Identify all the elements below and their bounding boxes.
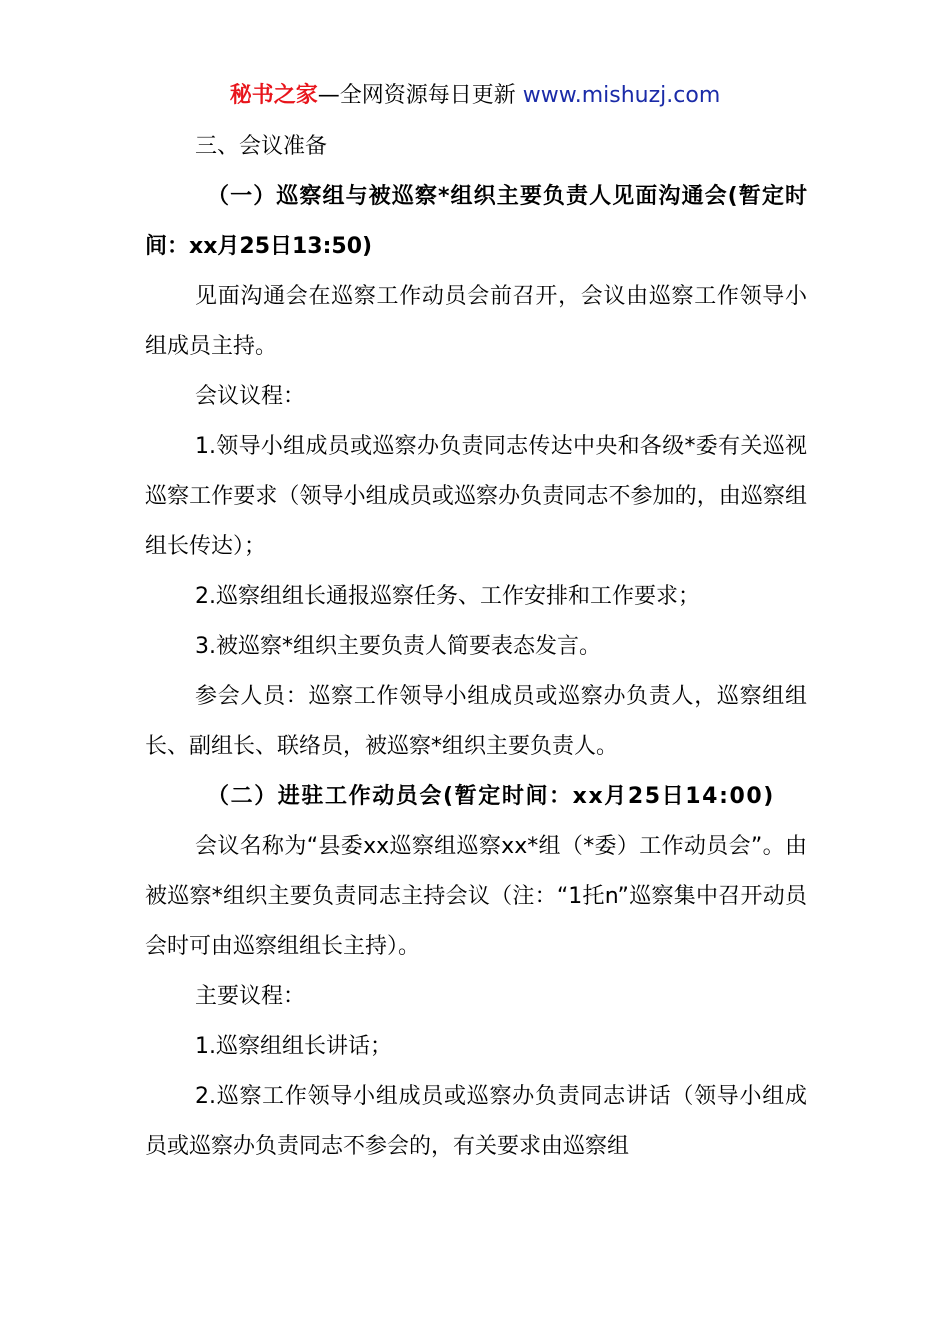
- subsection-heading-2: （二）进驻工作动员会(暂定时间：xx月25日14:00): [207, 784, 775, 809]
- agenda-item: 2.巡察工作领导小组成员或巡察办负责同志讲话（领导小组成员或巡察办负责同志不参会的，有关要求由巡察组: [145, 1084, 807, 1159]
- attendees-paragraph: 参会人员：巡察工作领导小组成员或巡察办负责人，巡察组组长、副组长、联络员，被巡察*组织主要负责人。: [145, 684, 807, 759]
- agenda-item: 3.被巡察*组织主要负责人简要表态发言。: [195, 634, 601, 659]
- site-brand: 秘书之家: [229, 83, 318, 108]
- agenda-item: 1.巡察组组长讲话；: [195, 1034, 392, 1059]
- agenda-label: 主要议程：: [195, 984, 306, 1009]
- section-heading: 三、会议准备: [195, 134, 328, 159]
- document-body: [145, 122, 807, 1172]
- site-tagline: —全网资源每日更新: [317, 83, 523, 108]
- subsection-heading-1: （一）巡察组与被巡察*组织主要负责人见面沟通会(暂定时间：xx月25日13:50): [145, 184, 807, 259]
- paragraph: 会议名称为“县委xx巡察组巡察xx*组（*委）工作动员会”。由被巡察*组织主要负责同志主持会议（注：“1托n”巡察集中召开动员会时可由巡察组组长主持）。: [145, 834, 807, 959]
- agenda-item: 2.巡察组组长通报巡察任务、工作安排和工作要求；: [195, 584, 700, 609]
- site-header: [0, 80, 950, 112]
- agenda-item: 1.领导小组成员或巡察办负责同志传达中央和各级*委有关巡视巡察工作要求（领导小组成员或巡察办负责同志不参加的，由巡察组组长传达）；: [145, 434, 807, 559]
- site-url-link[interactable]: www.mishuzj.com: [522, 83, 721, 108]
- agenda-label: 会议议程：: [195, 384, 306, 409]
- paragraph: 见面沟通会在巡察工作动员会前召开，会议由巡察工作领导小组成员主持。: [145, 284, 807, 359]
